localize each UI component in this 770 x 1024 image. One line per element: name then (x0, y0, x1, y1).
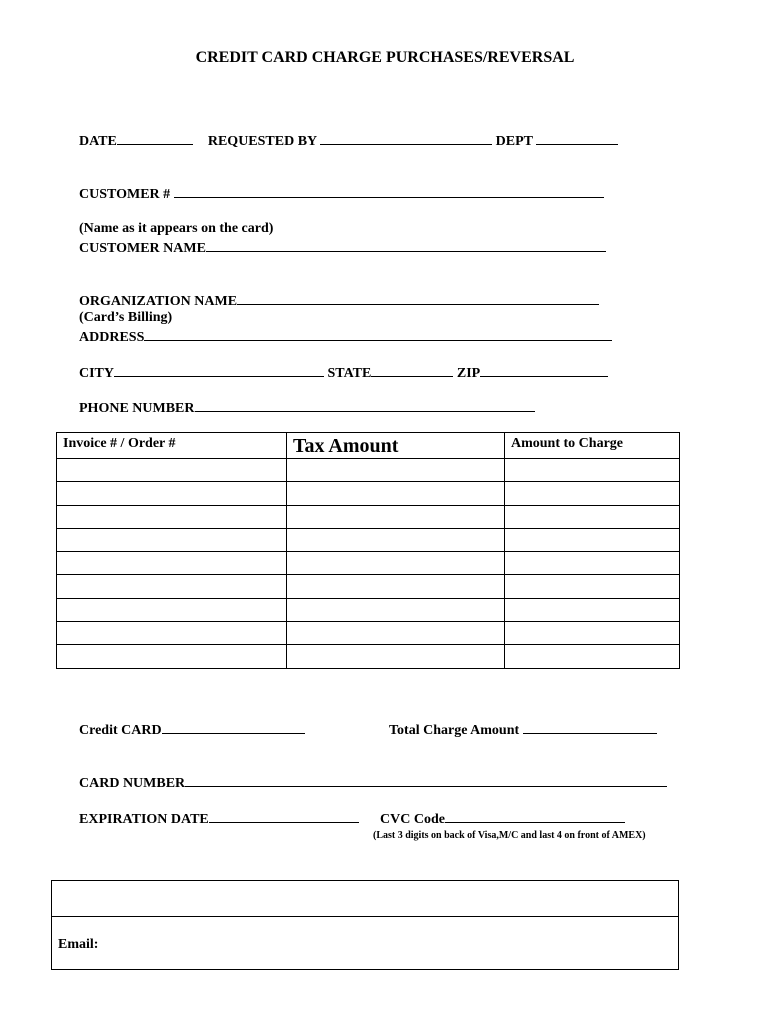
amount-to-charge-header: Amount to Charge (505, 433, 680, 459)
customer-name-label: CUSTOMER NAME (79, 241, 206, 256)
amount-cell[interactable] (505, 645, 680, 668)
tax-amount-cell[interactable] (287, 598, 505, 621)
invoice-cell[interactable] (57, 505, 287, 528)
dept-label: DEPT (495, 134, 533, 149)
invoice-cell[interactable] (57, 598, 287, 621)
table-row (57, 622, 680, 645)
customer-name-input-line[interactable] (206, 240, 606, 252)
city-input-line[interactable] (114, 365, 324, 377)
cvc-code-input-line[interactable] (445, 811, 625, 823)
cvc-code-label: CVC Code (380, 812, 445, 827)
requested-by-input-line[interactable] (320, 133, 492, 145)
phone-number-input-line[interactable] (195, 400, 535, 412)
form-title: CREDIT CARD CHARGE PURCHASES/REVERSAL (195, 49, 575, 66)
invoice-cell[interactable] (57, 459, 287, 482)
card-number-row (79, 775, 667, 791)
table-row (57, 505, 680, 528)
invoice-cell[interactable] (57, 622, 287, 645)
zip-label: ZIP (456, 366, 481, 381)
table-row (57, 482, 680, 505)
invoice-cell[interactable] (57, 528, 287, 551)
table-header-row (57, 433, 680, 459)
cvc-note: (Last 3 digits on back of Visa,M/C and last 4 on front of AMEX) (373, 830, 646, 841)
invoice-cell[interactable] (57, 645, 287, 668)
tax-amount-cell[interactable] (287, 552, 505, 575)
tax-amount-cell[interactable] (287, 528, 505, 551)
invoice-cell[interactable] (57, 482, 287, 505)
expiration-row (79, 811, 359, 827)
tax-amount-cell[interactable] (287, 459, 505, 482)
state-label: STATE (327, 366, 372, 381)
amount-cell[interactable] (505, 622, 680, 645)
credit-card-input-line[interactable] (162, 722, 305, 734)
date-label: DATE (79, 134, 117, 149)
address-label: ADDRESS (79, 330, 145, 345)
date-field-row (79, 133, 618, 149)
total-charge-label: Total Charge Amount (389, 723, 520, 738)
organization-name-row (79, 293, 599, 309)
credit-card-label: Credit CARD (79, 723, 162, 738)
card-number-label: CARD NUMBER (79, 776, 186, 791)
zip-input-line[interactable] (480, 365, 608, 377)
billing-note: (Card’s Billing) (79, 310, 173, 325)
credit-card-row (79, 722, 305, 738)
date-input-line[interactable] (117, 133, 193, 145)
customer-name-row (79, 240, 606, 256)
table-row (57, 575, 680, 598)
email-box-divider (52, 916, 678, 917)
amount-cell[interactable] (505, 552, 680, 575)
invoice-table-body (57, 459, 680, 669)
table-row (57, 459, 680, 482)
tax-amount-header: Tax Amount (287, 433, 505, 459)
phone-number-label: PHONE NUMBER (79, 401, 195, 416)
city-label: CITY (79, 366, 115, 381)
customer-number-input-line[interactable] (174, 186, 604, 198)
address-row (79, 329, 612, 345)
total-charge-input-line[interactable] (523, 722, 657, 734)
total-charge-row (389, 722, 657, 738)
organization-name-input-line[interactable] (237, 293, 599, 305)
organization-name-label: ORGANIZATION NAME (79, 294, 238, 309)
amount-cell[interactable] (505, 505, 680, 528)
address-input-line[interactable] (144, 329, 612, 341)
phone-number-row (79, 400, 535, 416)
requested-by-label: REQUESTED BY (207, 134, 317, 149)
amount-cell[interactable] (505, 482, 680, 505)
invoice-table (56, 432, 680, 669)
email-label: Email: (58, 937, 99, 952)
tax-amount-cell[interactable] (287, 505, 505, 528)
state-input-line[interactable] (371, 365, 453, 377)
customer-number-row (79, 186, 604, 202)
cvc-row (380, 811, 625, 827)
city-state-zip-row (79, 365, 608, 381)
table-row (57, 598, 680, 621)
dept-input-line[interactable] (536, 133, 618, 145)
expiration-date-label: EXPIRATION DATE (79, 812, 209, 827)
table-row (57, 528, 680, 551)
customer-number-label: CUSTOMER # (79, 187, 171, 202)
amount-cell[interactable] (505, 459, 680, 482)
invoice-order-header: Invoice # / Order # (57, 433, 287, 459)
amount-cell[interactable] (505, 598, 680, 621)
tax-amount-cell[interactable] (287, 482, 505, 505)
amount-cell[interactable] (505, 575, 680, 598)
name-note: (Name as it appears on the card) (79, 221, 274, 236)
table-row (57, 552, 680, 575)
tax-amount-cell[interactable] (287, 575, 505, 598)
email-box (51, 880, 679, 970)
invoice-cell[interactable] (57, 552, 287, 575)
tax-amount-cell[interactable] (287, 645, 505, 668)
amount-cell[interactable] (505, 528, 680, 551)
table-row (57, 645, 680, 668)
tax-amount-cell[interactable] (287, 622, 505, 645)
card-number-input-line[interactable] (185, 775, 667, 787)
expiration-date-input-line[interactable] (209, 811, 359, 823)
invoice-cell[interactable] (57, 575, 287, 598)
